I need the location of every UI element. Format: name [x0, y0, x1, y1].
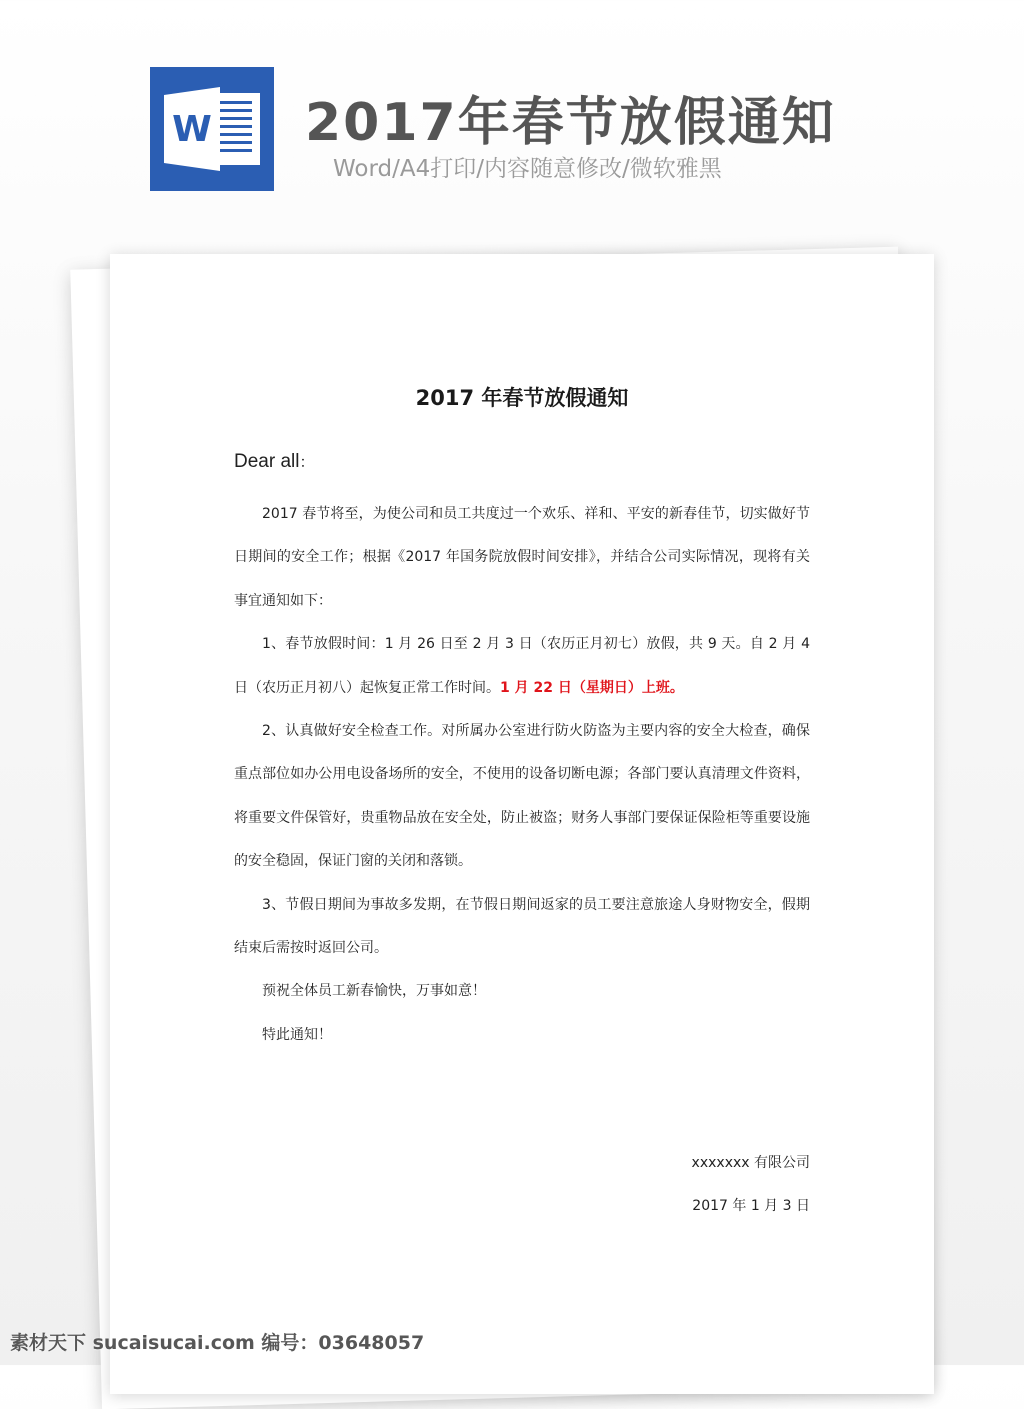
document-body	[234, 493, 810, 1057]
signature-block	[692, 1142, 810, 1229]
document-date: 2017 年 1 月 3 日	[692, 1198, 810, 1215]
word-logo-letter: W	[172, 109, 212, 150]
greeting	[234, 451, 315, 473]
banner-subtitle: Word/A4打印/内容随意修改/微软雅黑	[333, 156, 722, 182]
watermark: 素材天下 sucaisucai.com 编号：03648057	[10, 1332, 425, 1354]
word-document-icon	[150, 67, 274, 191]
intro-paragraph: 2017 春节将至，为使公司和员工共度过一个欢乐、祥和、平安的新春佳节，切实做好节日期间的安全工作；根据《2017 年国务院放假时间安排》，并结合公司实际情况，现将有关事宜通知如下：	[234, 506, 810, 609]
document-title: 2017 年春节放假通知	[415, 386, 629, 410]
document-page	[110, 254, 934, 1394]
item-3-paragraph: 3、节假日期间为事故多发期，在节假日期间返家的员工要注意旅途人身财物安全，假期结束后需按时返回公司。	[234, 896, 810, 957]
item-1-highlight: 1 月 22 日（星期日）上班。	[500, 679, 684, 696]
banner-title: 2017年春节放假通知	[305, 93, 836, 153]
wish-paragraph: 预祝全体员工新春愉快，万事如意！	[262, 983, 486, 1000]
item-2-paragraph: 2、认真做好安全检查工作。对所属办公室进行防火防盗为主要内容的安全大检查，确保重点部位如办公用电设备场所的安全，不使用的设备切断电源；各部门要认真清理文件资料，将重要文件保管好，贵重物品放在安全处，防止被盗；财务人事部门要保证保险柜等重要设施的安全稳固，保证门窗的关闭和落锁。	[234, 723, 810, 870]
company-name: xxxxxxx 有限公司	[691, 1155, 810, 1171]
greeting-text: Dear all	[234, 451, 300, 472]
greeting-colon: ：	[299, 454, 315, 471]
closing-paragraph: 特此通知！	[262, 1026, 332, 1043]
item-1-paragraph	[234, 623, 810, 710]
item-1-text: 1、春节放假时间：1 月 26 日至 2 月 3 日（农历正月初七）放假，共 9 天。自 2 月 4 日（农历正月初八）起恢复正常工作时间。	[234, 636, 810, 696]
